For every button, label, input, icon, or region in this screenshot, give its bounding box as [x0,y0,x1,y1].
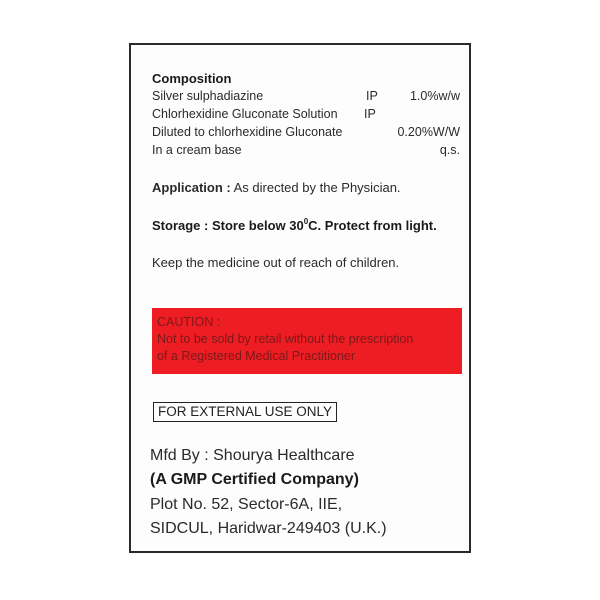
storage-line [152,217,437,233]
storage-suffix: C. Protect from light. [308,218,437,233]
ingredient-value: 1.0%w/w [409,89,460,103]
ingredient-name: Chlorhexidine Gluconate Solution [152,107,338,121]
composition-heading: Composition [152,71,232,86]
caution-box [152,308,462,374]
storage-prefix: Storage : Store below 30 [152,218,304,233]
ingredient-standard: IP [364,107,376,121]
manufacturer-certification: (A GMP Certified Company) [150,471,359,488]
composition-row [152,143,460,161]
composition-row [152,107,460,125]
degree-symbol: 0 [303,217,309,226]
caution-line-2: of a Registered Medical Practitioner [157,349,356,363]
application-text: As directed by the Physician. [230,180,401,195]
caution-line-1: Not to be sold by retail without the prescription [157,332,414,346]
manufacturer-address-2: SIDCUL, Haridwar-249403 (U.K.) [150,520,387,537]
manufacturer-name: Mfd By : Shourya Healthcare [150,447,355,464]
ingredient-name: Diluted to chlorhexidine Gluconate [152,125,343,139]
ingredient-value: 0.20%W/W [397,125,460,139]
manufacturer-address-1: Plot No. 52, Sector-6A, IIE, [150,496,343,513]
application-label: Application : [152,180,231,195]
external-use-badge: FOR EXTERNAL USE ONLY [153,402,337,422]
children-warning: Keep the medicine out of reach of children. [152,255,400,270]
composition-row [152,125,460,143]
composition-row [152,89,460,107]
medicine-label-panel [129,43,471,553]
application-line [152,180,401,195]
ingredient-name: In a cream base [152,143,242,157]
ingredient-value: q.s. [439,143,460,157]
ingredient-standard: IP [366,89,378,103]
caution-title: CAUTION : [157,315,221,329]
ingredient-name: Silver sulphadiazine [152,89,264,103]
